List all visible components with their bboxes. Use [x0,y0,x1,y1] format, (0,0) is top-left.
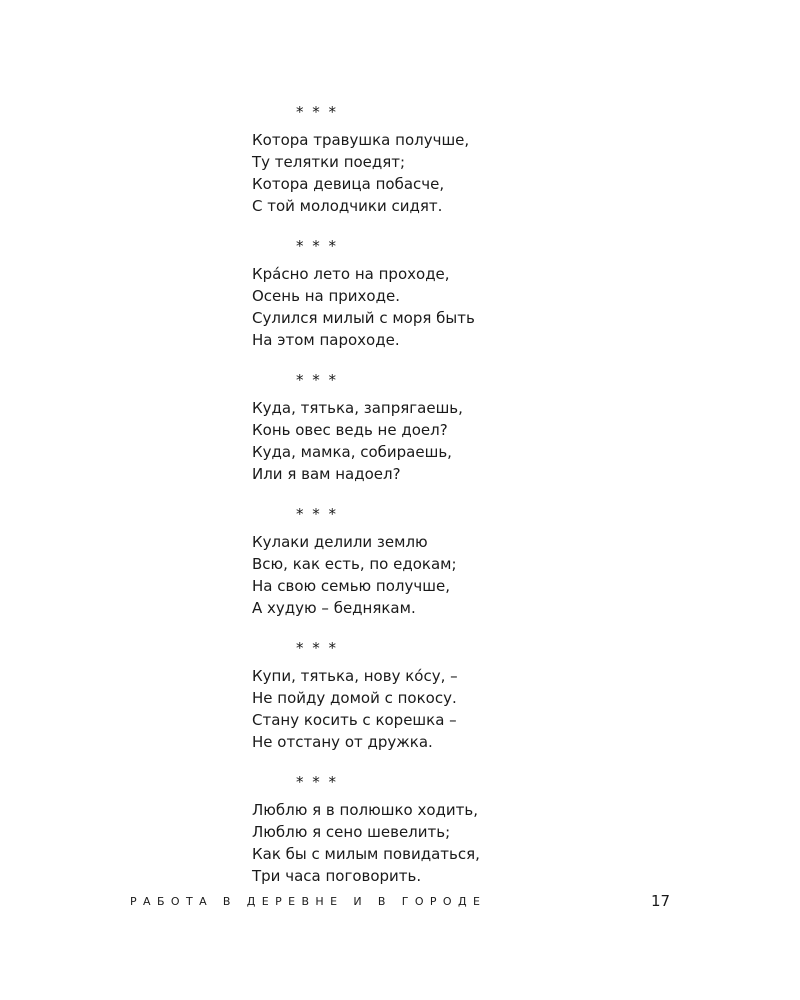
poem-line: На свою семью получше, [252,577,450,595]
page-number: 17 [651,892,671,910]
poem-line: Не отстану от дружка. [252,733,433,751]
poem-collection [252,104,672,908]
stanza-separator: * * * [296,773,339,791]
poem-line: Как бы с милым повидаться, [252,845,480,863]
stanza-separator: * * * [296,237,339,255]
poem-line: Люблю я в полюшко ходить, [252,801,478,819]
poem-3 [252,372,672,485]
poem-line: На этом пароходе. [252,331,400,349]
poem-line: Кулаки делили землю [252,533,428,551]
poem-line: Конь овес ведь не доел? [252,421,448,439]
poem-line: Или я вам надоел? [252,465,401,483]
poem-line: Всю, как есть, по едокам; [252,555,457,573]
poem-line: Куда, мамка, собираешь, [252,443,452,461]
poem-line: С той молодчики сидят. [252,197,443,215]
poem-line: Куда, тятька, запрягаешь, [252,399,463,417]
poem-6 [252,774,672,887]
poem-line: Сулился милый с моря быть [252,309,475,327]
poem-line: Кра́сно лето на проходе, [252,265,450,283]
poem-line: Ту телятки поедят; [252,153,406,171]
poem-line: Не пойду домой с покосу. [252,689,457,707]
stanza-separator: * * * [296,103,339,121]
stanza-separator: * * * [296,505,339,523]
poem-line: А худую – беднякам. [252,599,416,617]
poem-2 [252,238,672,351]
poem-line: Купи, тятька, нову ко́су, – [252,667,458,685]
running-title: РАБОТА В ДЕРЕВНЕ И В ГОРОДЕ [130,895,487,908]
poem-5 [252,640,672,753]
poem-line: Котора травушка получше, [252,131,470,149]
poem-1 [252,104,672,217]
poem-line: Котора девица побасче, [252,175,445,193]
poem-4 [252,506,672,619]
poem-line: Люблю я сено шевелить; [252,823,451,841]
stanza-separator: * * * [296,639,339,657]
poem-line: Стану косить с корешка – [252,711,457,729]
stanza-separator: * * * [296,371,339,389]
poem-line: Три часа поговорить. [252,867,422,885]
poem-line: Осень на приходе. [252,287,400,305]
